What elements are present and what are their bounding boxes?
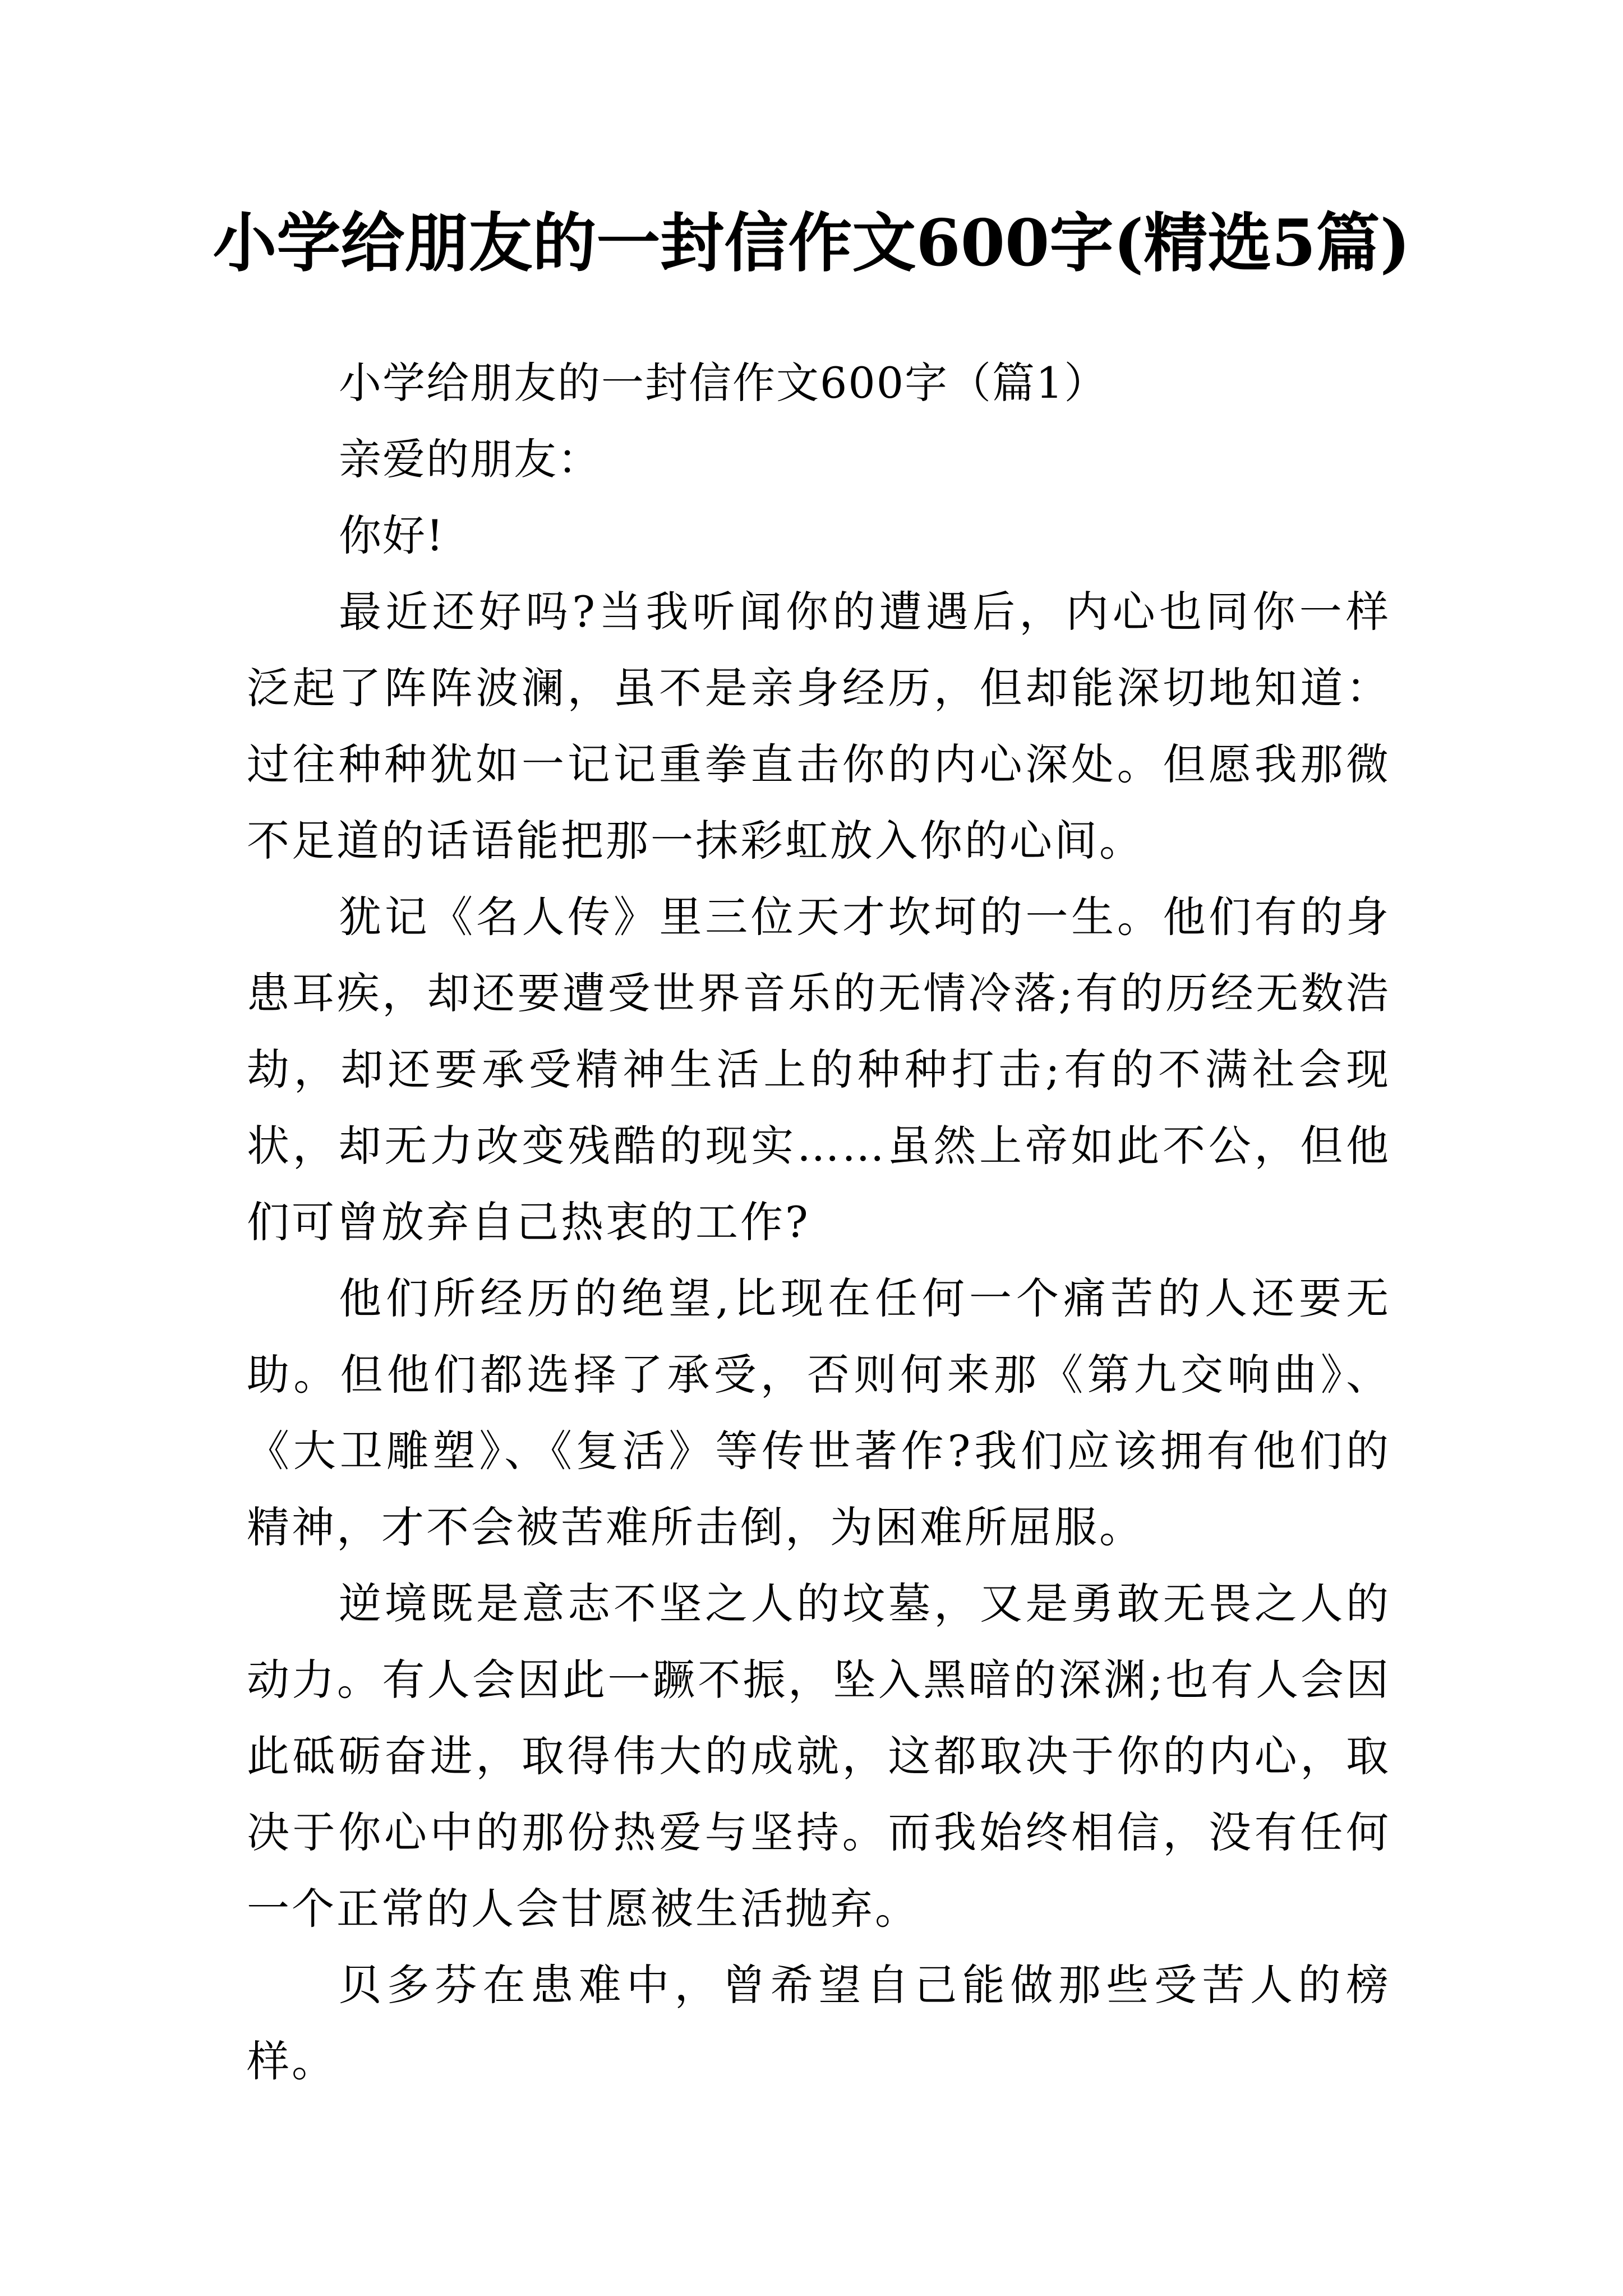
letter-greeting: 你好! — [339, 510, 445, 560]
section-heading: 小学给朋友的一封信作文600字（篇1） — [339, 358, 1108, 408]
letter-salutation: 亲爱的朋友： — [339, 434, 601, 484]
body-paragraph: 最近还好吗?当我听闻你的遭遇后，内心也同你一样泛起了阵阵波澜，虽不是亲身经历，但却能深切地知道：过往种种犹如一记记重拳直击你的内心深处。但愿我那微不足道的话语能把那一抹彩虹放入你的心间。 — [247, 587, 1391, 866]
body-paragraph: 贝多芬在患难中，曾希望自己能做那些受苦人的榜样。 — [247, 1960, 1391, 2086]
body-paragraph: 他们所经历的绝望,比现在任何一个痛苦的人还要无助。但他们都选择了承受，否则何来那《第九交响曲》、《大卫雕塑》、《复活》等传世著作?我们应该拥有他们的精神，才不会被苦难所击倒，为困难所屈服。 — [247, 1273, 1391, 1552]
document-body — [247, 345, 1391, 2100]
body-paragraph: 犹记《名人传》里三位天才坎坷的一生。他们有的身患耳疾，却还要遭受世界音乐的无情冷落;有的历经无数浩劫，却还要承受精神生活上的种种打击;有的不满社会现状，却无力改变残酷的现实……虽然上帝如此不公，但他们可曾放弃自己热衷的工作? — [247, 892, 1391, 1247]
body-paragraph: 逆境既是意志不坚之人的坟墓，又是勇敢无畏之人的动力。有人会因此一蹶不振，坠入黑暗的深渊;也有人会因此砥砺奋进，取得伟大的成就，这都取决于你的内心，取决于你心中的那份热爱与坚持。而我始终相信，没有任何一个正常的人会甘愿被生活抛弃。 — [247, 1579, 1391, 1934]
document-title: 小学给朋友的一封信作文600字(精选5篇) — [213, 205, 1410, 280]
